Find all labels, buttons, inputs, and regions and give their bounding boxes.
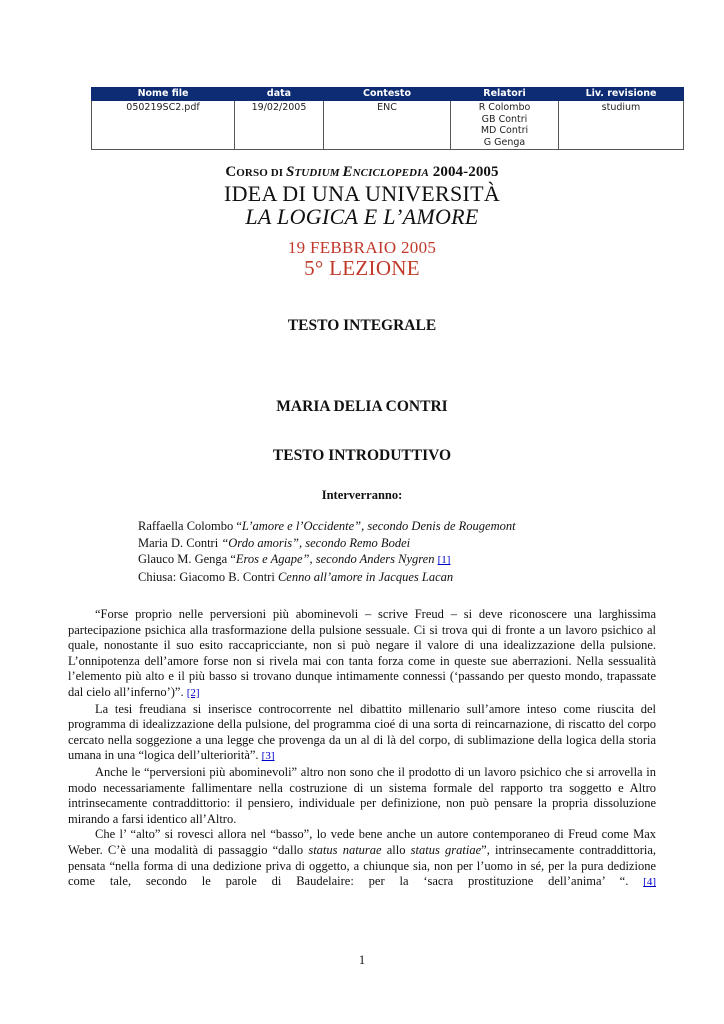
speaker-name: Glauco M. Genga “	[138, 552, 236, 566]
header-relatori: Relatori	[451, 88, 559, 101]
course-initial-c: C	[225, 164, 237, 180]
header-data: data	[235, 88, 324, 101]
main-title: IDEA DI UNA UNIVERSITÀ	[223, 181, 501, 206]
heading-testo-introduttivo: TESTO INTRODUTTIVO	[272, 447, 452, 464]
heading-author: MARIA DELIA CONTRI	[276, 398, 448, 415]
cell-date: 19/02/2005	[235, 101, 324, 150]
header-contesto: Contesto	[324, 88, 451, 101]
course-tudium: TUDIUM	[294, 167, 343, 179]
header-nome-file: Nome file	[92, 88, 235, 101]
course-years: 2004-2005	[428, 164, 499, 180]
footnote-link-1[interactable]: [1]	[437, 554, 451, 566]
cell-speakers	[451, 101, 559, 150]
paragraph-4-italic-1: status naturae	[308, 842, 382, 857]
body-text	[68, 607, 656, 891]
footnote-link-4[interactable]: [4]	[643, 876, 656, 889]
lecture-number: 5° LEZIONE	[304, 256, 420, 280]
speaker-line	[138, 569, 658, 586]
footnote-link-2[interactable]: [2]	[186, 686, 200, 699]
speaker-colombo: R Colombo	[478, 102, 531, 113]
cell-context: ENC	[324, 101, 451, 150]
speakers-list	[138, 518, 658, 585]
speaker-line	[138, 518, 658, 535]
paragraph-2-text: La tesi freudiana si inserisce controcorrente nel dibattito millenario sull’amore inteso come riuscita del programma di idealizzazione della pulsione, del programma cioé di una sorta di reincarnazione, di riscatto del corpo cercato nella soggezione a una legge che provenga da un al di là del corpo, di sublimazione della logica della storia umana in una “logica dell’ulteriorità”.	[68, 701, 656, 763]
main-subtitle: LA LOGICA E L’AMORE	[245, 204, 479, 229]
speaker-topic: Cenno all’amore in Jacques Lacan	[277, 569, 454, 584]
speaker-name: Chiusa: Giacomo B. Contri	[138, 569, 278, 584]
speaker-md-contri: MD Contri	[480, 125, 529, 136]
speaker-genga: G Genga	[483, 136, 526, 148]
lecture-date: 19 FEBBRAIO 2005	[287, 238, 437, 257]
footnote-link-3[interactable]: [3]	[261, 750, 275, 763]
cell-revision: studium	[559, 101, 684, 150]
course-initial-s: S	[285, 164, 295, 180]
paragraph-4-text-b: allo	[381, 842, 411, 857]
paragraph-4-italic-2: status gratiae	[410, 842, 482, 857]
page-number: 1	[358, 953, 366, 967]
speaker-topic: “Ordo amoris”, secondo Remo Bodei	[221, 535, 411, 550]
document-info-table	[91, 87, 684, 150]
course-orso-di: ORSO DI	[236, 167, 286, 179]
speaker-topic: L’amore e l’Occidente”, secondo Denis de Rougemont	[241, 519, 516, 533]
speaker-name: Raffaella Colombo “	[138, 519, 242, 533]
course-nciclopedia: NCICLOPEDIA	[352, 167, 429, 179]
info-table-row	[92, 101, 684, 150]
paragraph-3-text: Anche le “perversioni più abominevoli” altro non sono che il prodotto di un lavoro psichico che si arrovella in modo necessariamente fallimentare nella costruzione di un sistema formale del rapporto tra soggetto e Altro intrinsecamente contraddittorio: il pensiero, individuale per definizione, non può pensare la propria dissoluzione mirando a farsi identico all’Altro.	[68, 764, 656, 826]
speaker-line	[138, 551, 658, 569]
cell-file-name: 050219SC2.pdf	[92, 101, 235, 150]
paragraph-4-text-a: Che l’ “alto” si rovesci allora nel “basso”, lo vede bene anche un autore contemporaneo di Freud come Max Weber. C’è una modalità di passaggio “dallo	[68, 827, 656, 857]
speaker-name: Maria D. Contri	[138, 535, 222, 550]
info-table-header-row	[92, 88, 684, 101]
header-revisione: Liv. revisione	[559, 88, 684, 101]
course-title	[0, 164, 724, 181]
paragraph-2	[68, 702, 656, 765]
paragraph-4	[68, 827, 656, 890]
heading-testo-integrale: TESTO INTEGRALE	[287, 317, 437, 334]
speaker-gb-contri: GB Contri	[481, 113, 528, 125]
paragraph-3	[68, 765, 656, 827]
paragraph-1-text: “Forse proprio nelle perversioni più abominevoli – scrive Freud – si deve riconoscere una larghissima partecipazione psichica alla trasformazione della pulsione sessuale. Ci si trova qui di fronte a un lavoro psichico al quale, nonostante il suo esito raccapricciante, non si può negare il valore di una idealizzazione della pulsione. L’onnipotenza dell’amore forse non si rivela mai con tanta forza come in queste sue aberrazioni. Nella sessualità l’elemento più alto e il più basso si trovano dunque intimamente connessi (‘passando per questo mondo, trapassate dal cielo all’inferno’)”.	[68, 607, 656, 699]
paragraph-1	[68, 607, 656, 702]
speaker-topic: Eros e Agape”, secondo Anders Nygren	[235, 552, 435, 566]
course-initial-e: E	[342, 164, 353, 180]
speakers-label: Interverranno:	[321, 488, 403, 502]
paragraph-4-text-c: ”, intrinsecamente contraddittoria, pensata “nella forma di una dedizione priva di oggetto, a chiunque sia, non per l’uomo in sé, per la pura dedizione come tale, secondo le parole di Baudelaire: per la ‘sacra prostituzione dell’anima’ “.	[68, 842, 656, 889]
speaker-line	[138, 535, 658, 552]
